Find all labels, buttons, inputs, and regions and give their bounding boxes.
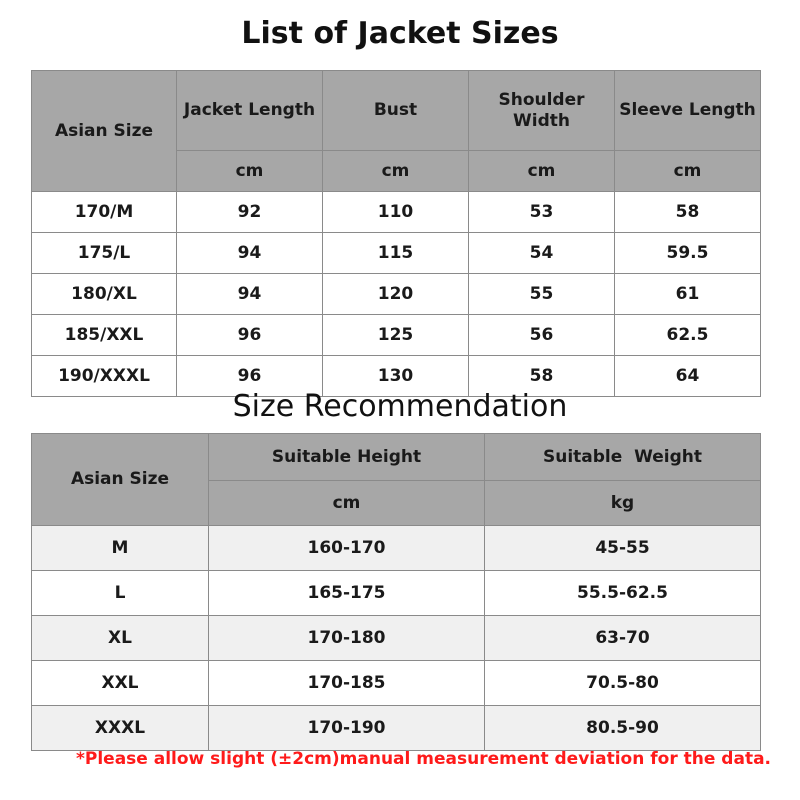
value-cell: 170-190	[209, 706, 485, 751]
value-cell: 58	[615, 192, 761, 233]
table-row	[32, 661, 761, 706]
table-row	[32, 706, 761, 751]
unit-cell: cm	[615, 151, 761, 192]
value-cell: 160-170	[209, 526, 485, 571]
value-cell: 130	[323, 356, 469, 397]
value-cell: 45-55	[485, 526, 761, 571]
size-cell: L	[32, 571, 209, 616]
table-row	[32, 192, 761, 233]
table-row	[32, 526, 761, 571]
value-cell: 54	[469, 233, 615, 274]
size-cell: 175/L	[32, 233, 177, 274]
asian-size-header: Asian Size	[32, 71, 177, 192]
table-row	[32, 233, 761, 274]
size-cell: XXXL	[32, 706, 209, 751]
unit-cell: cm	[323, 151, 469, 192]
size-cell: XL	[32, 616, 209, 661]
value-cell: 70.5-80	[485, 661, 761, 706]
value-cell: 125	[323, 315, 469, 356]
value-cell: 96	[177, 315, 323, 356]
value-cell: 94	[177, 233, 323, 274]
table-row	[32, 315, 761, 356]
size-recommendation-table	[31, 433, 761, 751]
column-header-shoulder-width	[469, 71, 615, 151]
value-cell: 120	[323, 274, 469, 315]
jacket-size-table	[31, 70, 761, 397]
value-cell: 55	[469, 274, 615, 315]
value-cell: 61	[615, 274, 761, 315]
size-cell: 170/M	[32, 192, 177, 233]
value-cell: 62.5	[615, 315, 761, 356]
value-cell: 58	[469, 356, 615, 397]
shoulder-width-label: Shoulder Width	[498, 89, 585, 131]
jacket-sizes-title: List of Jacket Sizes	[241, 16, 559, 51]
unit-cell: kg	[485, 481, 761, 526]
value-cell: 59.5	[615, 233, 761, 274]
size-cell: 180/XL	[32, 274, 177, 315]
unit-cell: cm	[209, 481, 485, 526]
column-header-suitable-weight: Suitable Weight	[485, 434, 761, 481]
size-cell: XXL	[32, 661, 209, 706]
measurement-deviation-note: *Please allow slight (±2cm)manual measurement deviation for the data.	[76, 749, 771, 769]
value-cell: 56	[469, 315, 615, 356]
column-header-bust: Bust	[323, 71, 469, 151]
value-cell: 63-70	[485, 616, 761, 661]
size-cell: 190/XXXL	[32, 356, 177, 397]
value-cell: 53	[469, 192, 615, 233]
value-cell: 96	[177, 356, 323, 397]
size-recommendation-title: Size Recommendation	[232, 389, 568, 424]
value-cell: 55.5-62.5	[485, 571, 761, 616]
size-cell: M	[32, 526, 209, 571]
column-header-jacket-length: Jacket Length	[177, 71, 323, 151]
table-row	[32, 274, 761, 315]
table-row	[32, 571, 761, 616]
unit-cell: cm	[177, 151, 323, 192]
value-cell: 110	[323, 192, 469, 233]
table-row	[32, 616, 761, 661]
asian-size-header: Asian Size	[32, 434, 209, 526]
column-header-suitable-height: Suitable Height	[209, 434, 485, 481]
value-cell: 80.5-90	[485, 706, 761, 751]
value-cell: 170-185	[209, 661, 485, 706]
value-cell: 165-175	[209, 571, 485, 616]
unit-cell: cm	[469, 151, 615, 192]
column-header-sleeve-length: Sleeve Length	[615, 71, 761, 151]
value-cell: 115	[323, 233, 469, 274]
value-cell: 94	[177, 274, 323, 315]
value-cell: 64	[615, 356, 761, 397]
value-cell: 92	[177, 192, 323, 233]
size-cell: 185/XXL	[32, 315, 177, 356]
value-cell: 170-180	[209, 616, 485, 661]
